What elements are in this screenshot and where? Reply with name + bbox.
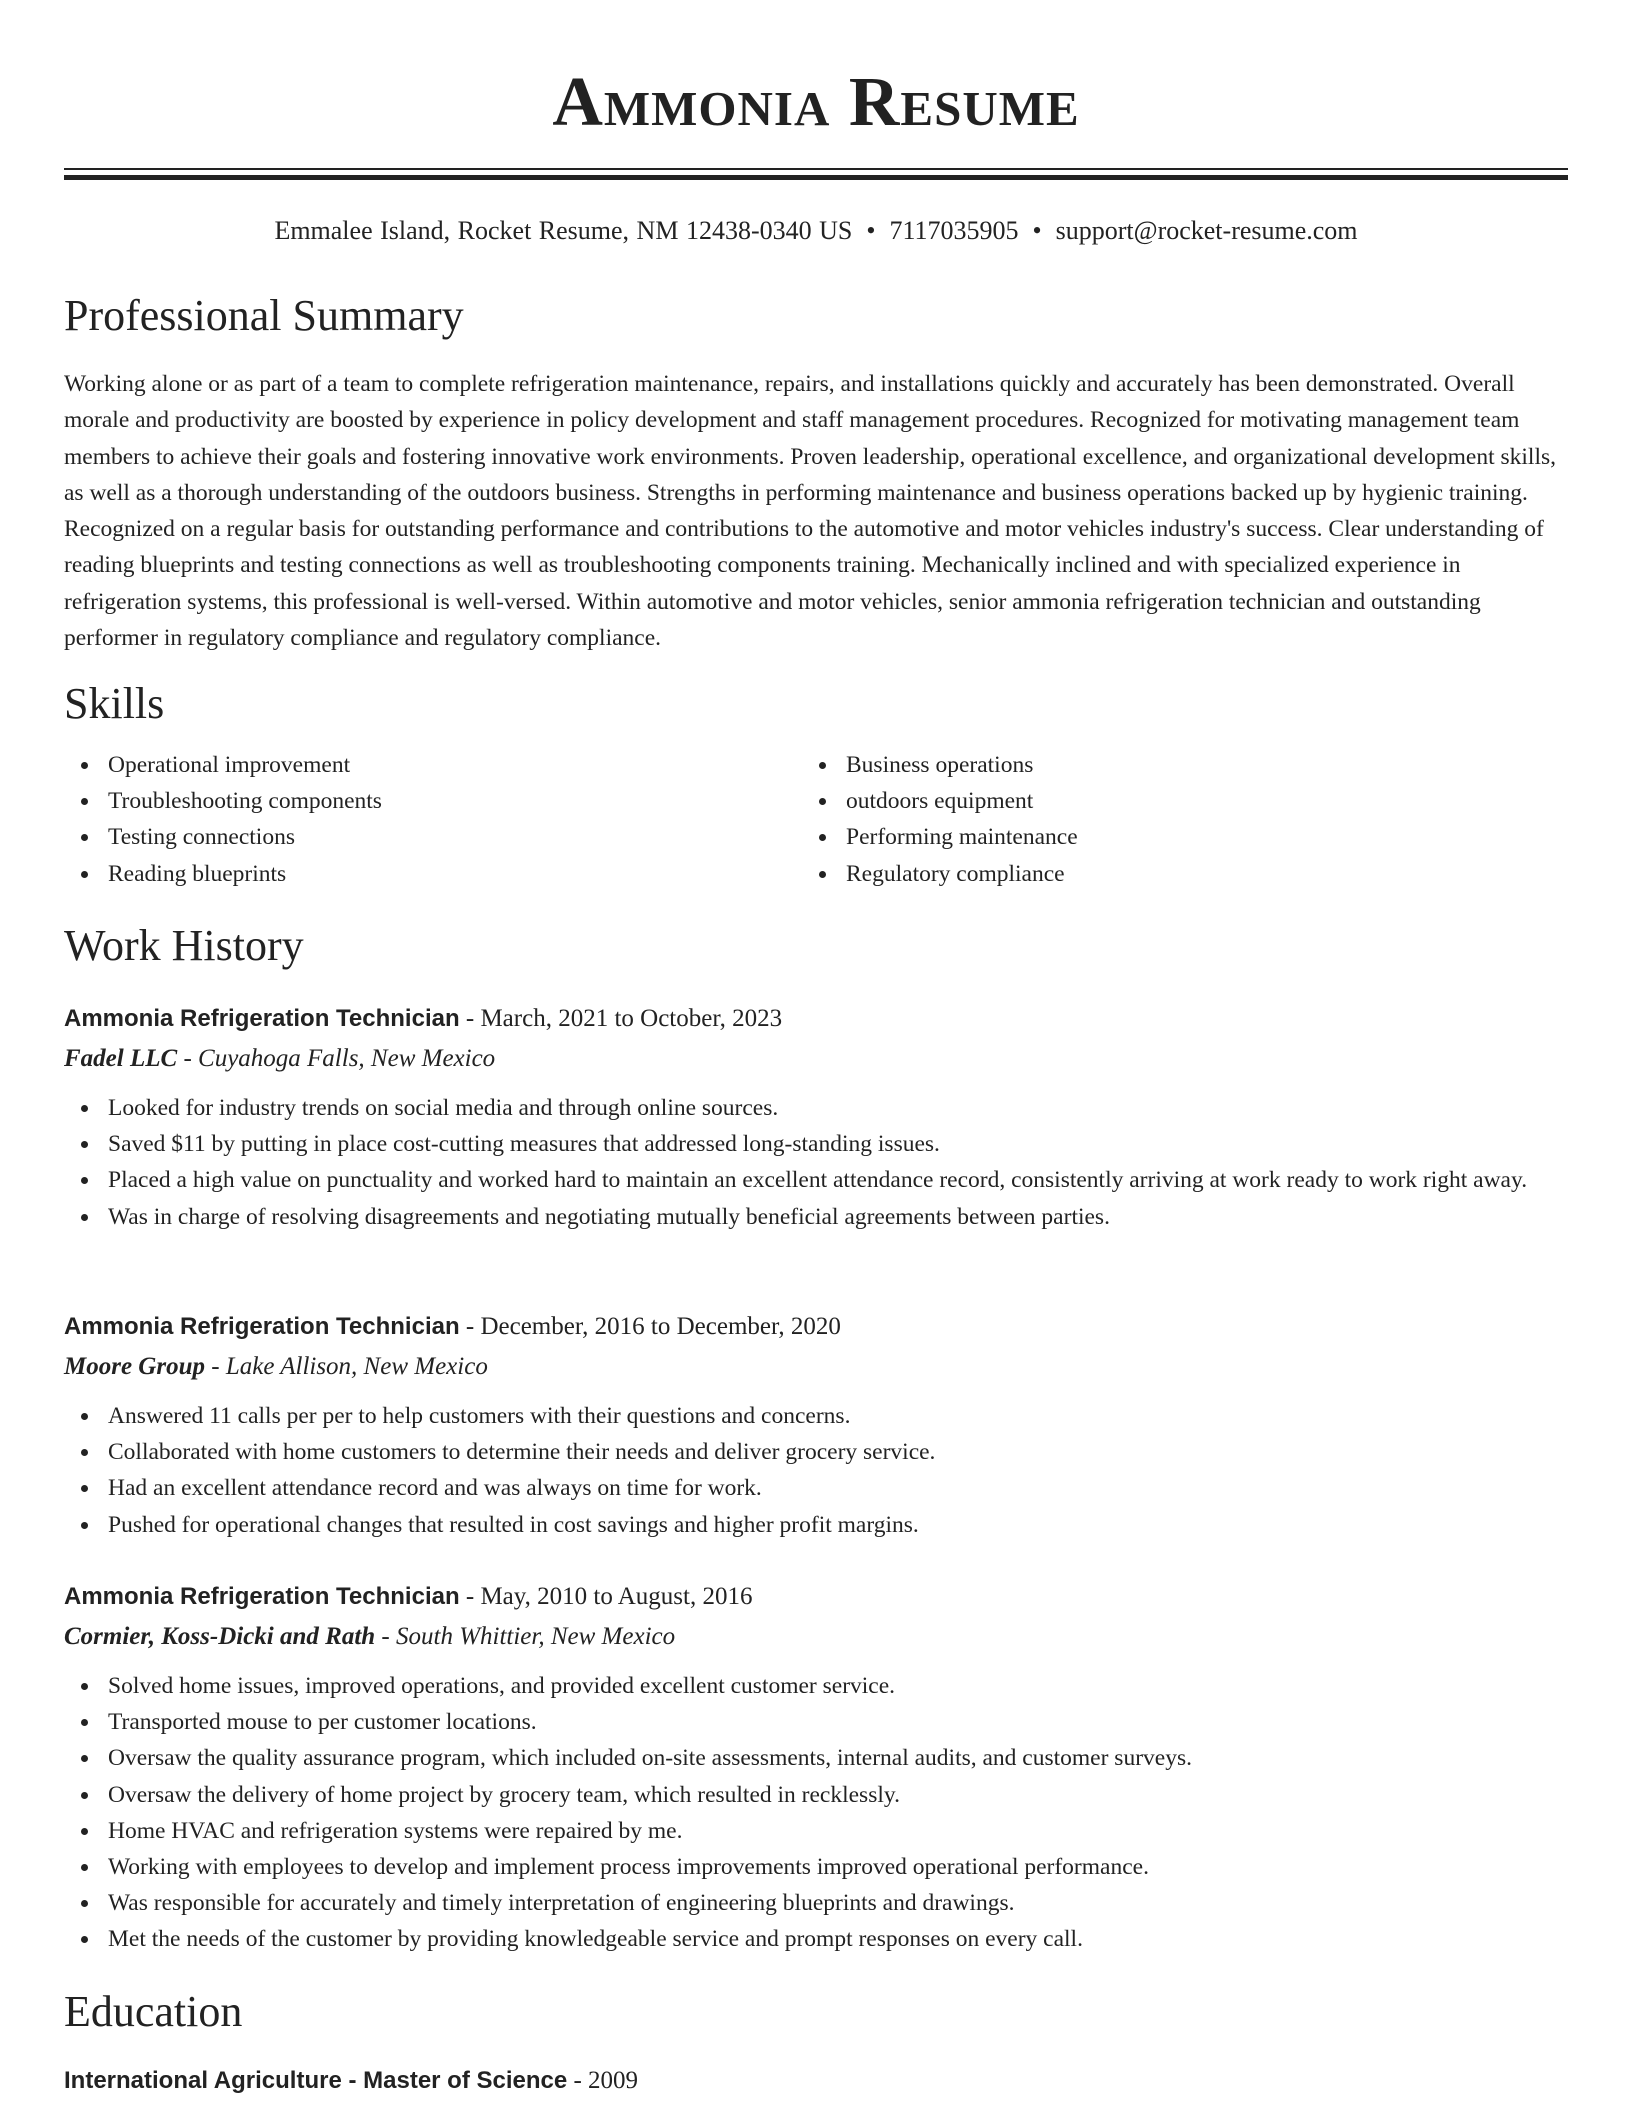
skills-list-right (802, 747, 1502, 892)
job-bullet: Transported mouse to per customer locations. (64, 1704, 1568, 1740)
text-separator: - (567, 2067, 589, 2094)
job-bullet: Oversaw the quality assurance program, which included on-site assessments, internal audits, and customer surveys. (64, 1740, 1568, 1776)
job-title-line (64, 1002, 1568, 1036)
text-separator: - (459, 1583, 481, 1610)
job-company-line (64, 1042, 1568, 1076)
resume-page (64, 0, 1568, 2094)
work-history-heading: Work History (64, 921, 304, 970)
skills-list-left (64, 747, 764, 892)
job-bullet: Solved home issues, improved operations, and provided excellent customer service. (64, 1668, 1568, 1704)
job-company: Moore Group (64, 1353, 205, 1380)
job-entry (64, 1580, 1568, 1958)
education-heading: Education (64, 1987, 243, 2036)
skills-heading: Skills (64, 679, 165, 728)
job-bullets (64, 1398, 1568, 1543)
contact-separator: • (866, 216, 876, 245)
contact-line (64, 214, 1568, 248)
job-bullet: Was responsible for accurately and timely interpretation of engineering blueprints and drawings. (64, 1885, 1568, 1921)
summary-text: Working alone or as part of a team to complete refrigeration maintenance, repairs, and installations quickly and accurately has been demonstrated. Overall morale and productivity are boosted by experience in policy development and staff management procedures. Recognized for motivating management team members to achieve their goals and fostering innovative work environments. Proven leadership, operational excellence, and organizational development skills, as well as a thorough understanding of the outdoors business. Strengths in performing maintenance and business operations backed up by hygienic training. Recognized on a regular basis for outstanding performance and contributions to the automotive and motor vehicles industry's success. Clear understanding of reading blueprints and testing connections as well as troubleshooting components training. Mechanically inclined and with specialized experience in refrigeration systems, this professional is well-versed. Within automotive and motor vehicles, senior ammonia refrigeration technician and outstanding performer in regulatory compliance and regulatory compliance. (64, 371, 1557, 652)
education-degree: International Agriculture - Master of Science (64, 2067, 568, 2094)
skill-item: Troubleshooting components (64, 783, 764, 819)
job-title: Ammonia Refrigeration Technician (64, 1005, 460, 1032)
text-separator: - (375, 1623, 396, 1650)
text-separator: - (459, 1005, 481, 1032)
education-entry (64, 2064, 638, 2098)
job-company-line (64, 1620, 1568, 1654)
job-location: South Whittier, New Mexico (396, 1623, 676, 1650)
contact-email: support@rocket-resume.com (1055, 216, 1358, 245)
skill-item: Performing maintenance (802, 819, 1502, 855)
education-year: 2009 (588, 2067, 639, 2094)
job-bullet: Working with employees to develop and implement process improvements improved operational performance. (64, 1849, 1568, 1885)
skill-item: Regulatory compliance (802, 856, 1502, 892)
job-bullet: Collaborated with home customers to determine their needs and deliver grocery service. (64, 1434, 1568, 1470)
text-separator: - (459, 1313, 481, 1340)
header-rule-thin (64, 168, 1568, 170)
job-location: Cuyahoga Falls, New Mexico (198, 1045, 496, 1072)
job-bullet: Saved $11 by putting in place cost-cutting measures that addressed long-standing issues. (64, 1126, 1568, 1162)
job-title: Ammonia Refrigeration Technician (64, 1313, 460, 1340)
job-entry (64, 1002, 1568, 1235)
text-separator: - (205, 1353, 226, 1380)
header-rule-thick (64, 175, 1568, 180)
contact-address: Emmalee Island, Rocket Resume, NM 12438-0340 US (274, 216, 853, 245)
job-entry (64, 1310, 1568, 1543)
job-location: Lake Allison, New Mexico (225, 1353, 488, 1380)
job-bullet: Met the needs of the customer by providing knowledgeable service and prompt responses on every call. (64, 1921, 1568, 1957)
job-dates: May, 2010 to August, 2016 (480, 1583, 753, 1610)
job-title-line (64, 1310, 1568, 1344)
summary-heading: Professional Summary (64, 291, 464, 340)
skill-item: outdoors equipment (802, 783, 1502, 819)
resume-name: Ammonia Resume (552, 64, 1080, 141)
job-bullet: Had an excellent attendance record and was always on time for work. (64, 1470, 1568, 1506)
skill-item: Reading blueprints (64, 856, 764, 892)
skill-item: Testing connections (64, 819, 764, 855)
skill-item: Business operations (802, 747, 1502, 783)
job-dates: March, 2021 to October, 2023 (480, 1005, 783, 1032)
job-company: Cormier, Koss-Dicki and Rath (64, 1623, 376, 1650)
job-bullet: Pushed for operational changes that resulted in cost savings and higher profit margins. (64, 1507, 1568, 1543)
job-dates: December, 2016 to December, 2020 (480, 1313, 841, 1340)
job-bullet: Looked for industry trends on social media and through online sources. (64, 1090, 1568, 1126)
job-title-line (64, 1580, 1568, 1614)
contact-separator: • (1032, 216, 1042, 245)
job-company-line (64, 1350, 1568, 1384)
job-bullet: Answered 11 calls per per to help customers with their questions and concerns. (64, 1398, 1568, 1434)
job-bullets (64, 1090, 1568, 1235)
contact-phone: 7117035905 (889, 216, 1019, 245)
skill-item: Operational improvement (64, 747, 764, 783)
job-bullet: Home HVAC and refrigeration systems were repaired by me. (64, 1813, 1568, 1849)
job-bullet: Was in charge of resolving disagreements and negotiating mutually beneficial agreements between parties. (64, 1199, 1568, 1235)
job-bullet: Oversaw the delivery of home project by grocery team, which resulted in recklessly. (64, 1777, 1568, 1813)
job-bullets (64, 1668, 1568, 1958)
job-bullet: Placed a high value on punctuality and worked hard to maintain an excellent attendance record, consistently arriving at work ready to work right away. (64, 1162, 1568, 1198)
job-title: Ammonia Refrigeration Technician (64, 1583, 460, 1610)
text-separator: - (177, 1045, 199, 1072)
job-company: Fadel LLC (64, 1045, 178, 1072)
